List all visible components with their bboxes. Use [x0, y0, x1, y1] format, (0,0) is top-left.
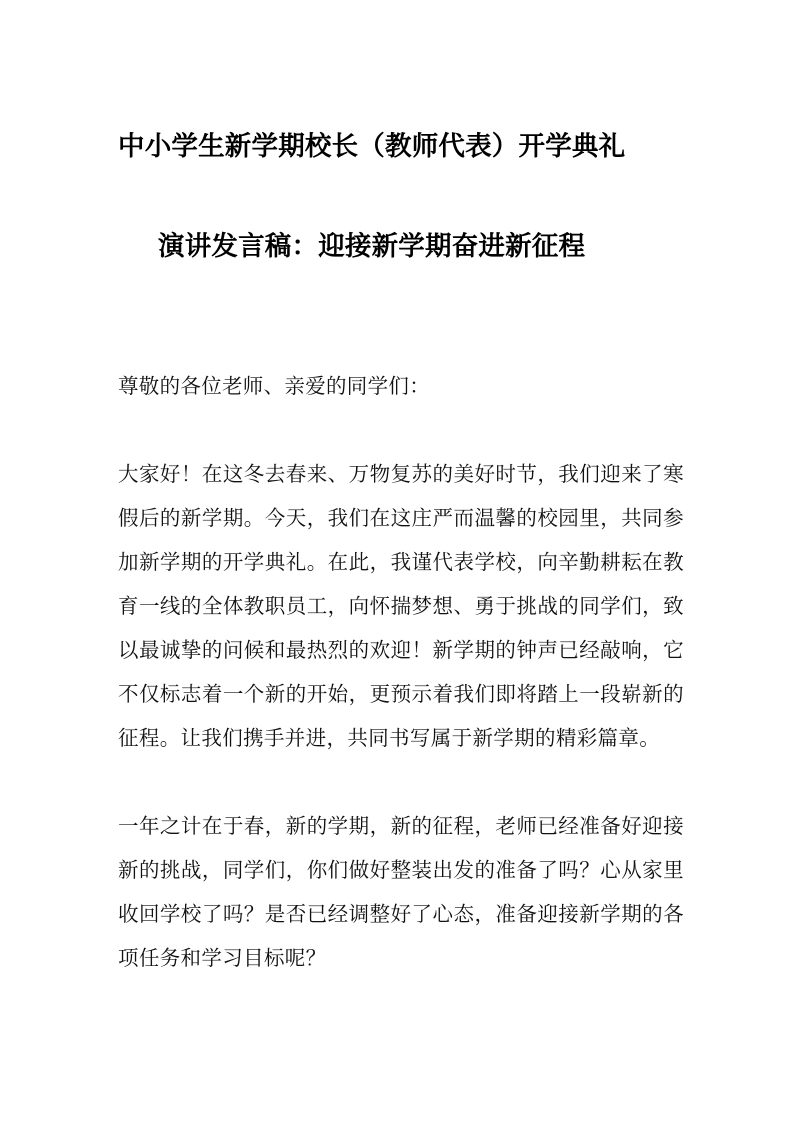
- document-content-area: [118, 0, 684, 981]
- title-line-1: 中小学生新学期校长（教师代表）开学典礼: [118, 131, 626, 161]
- title-line-2: 演讲发言稿：迎接新学期奋进新征程: [158, 231, 586, 261]
- document-body: [118, 365, 684, 981]
- body-paragraph: 一年之计在于春，新的学期，新的征程，老师已经准备好迎接新的挑战，同学们，你们做好整装出发的准备了吗？心从家里收回学校了吗？是否已经调整好了心态，准备迎接新学期的各项任务和学习目标呢？: [118, 815, 684, 970]
- salutation: 尊敬的各位老师、亲爱的同学们：: [118, 375, 430, 398]
- body-paragraph: 大家好！在这冬去春来、万物复苏的美好时节，我们迎来了寒假后的新学期。今天，我们在这庄严而温馨的校园里，共同参加新学期的开学典礼。在此，我谨代表学校，向辛勤耕耘在教育一线的全体教职员工，向怀揣梦想、勇于挑战的同学们，致以最诚挚的问候和最热烈的欢迎！新学期的钟声已经敲响，它不仅标志着一个新的开始，更预示着我们即将踏上一段崭新的征程。让我们携手并进，共同书写属于新学期的精彩篇章。: [118, 463, 684, 750]
- document-title: [118, 0, 684, 269]
